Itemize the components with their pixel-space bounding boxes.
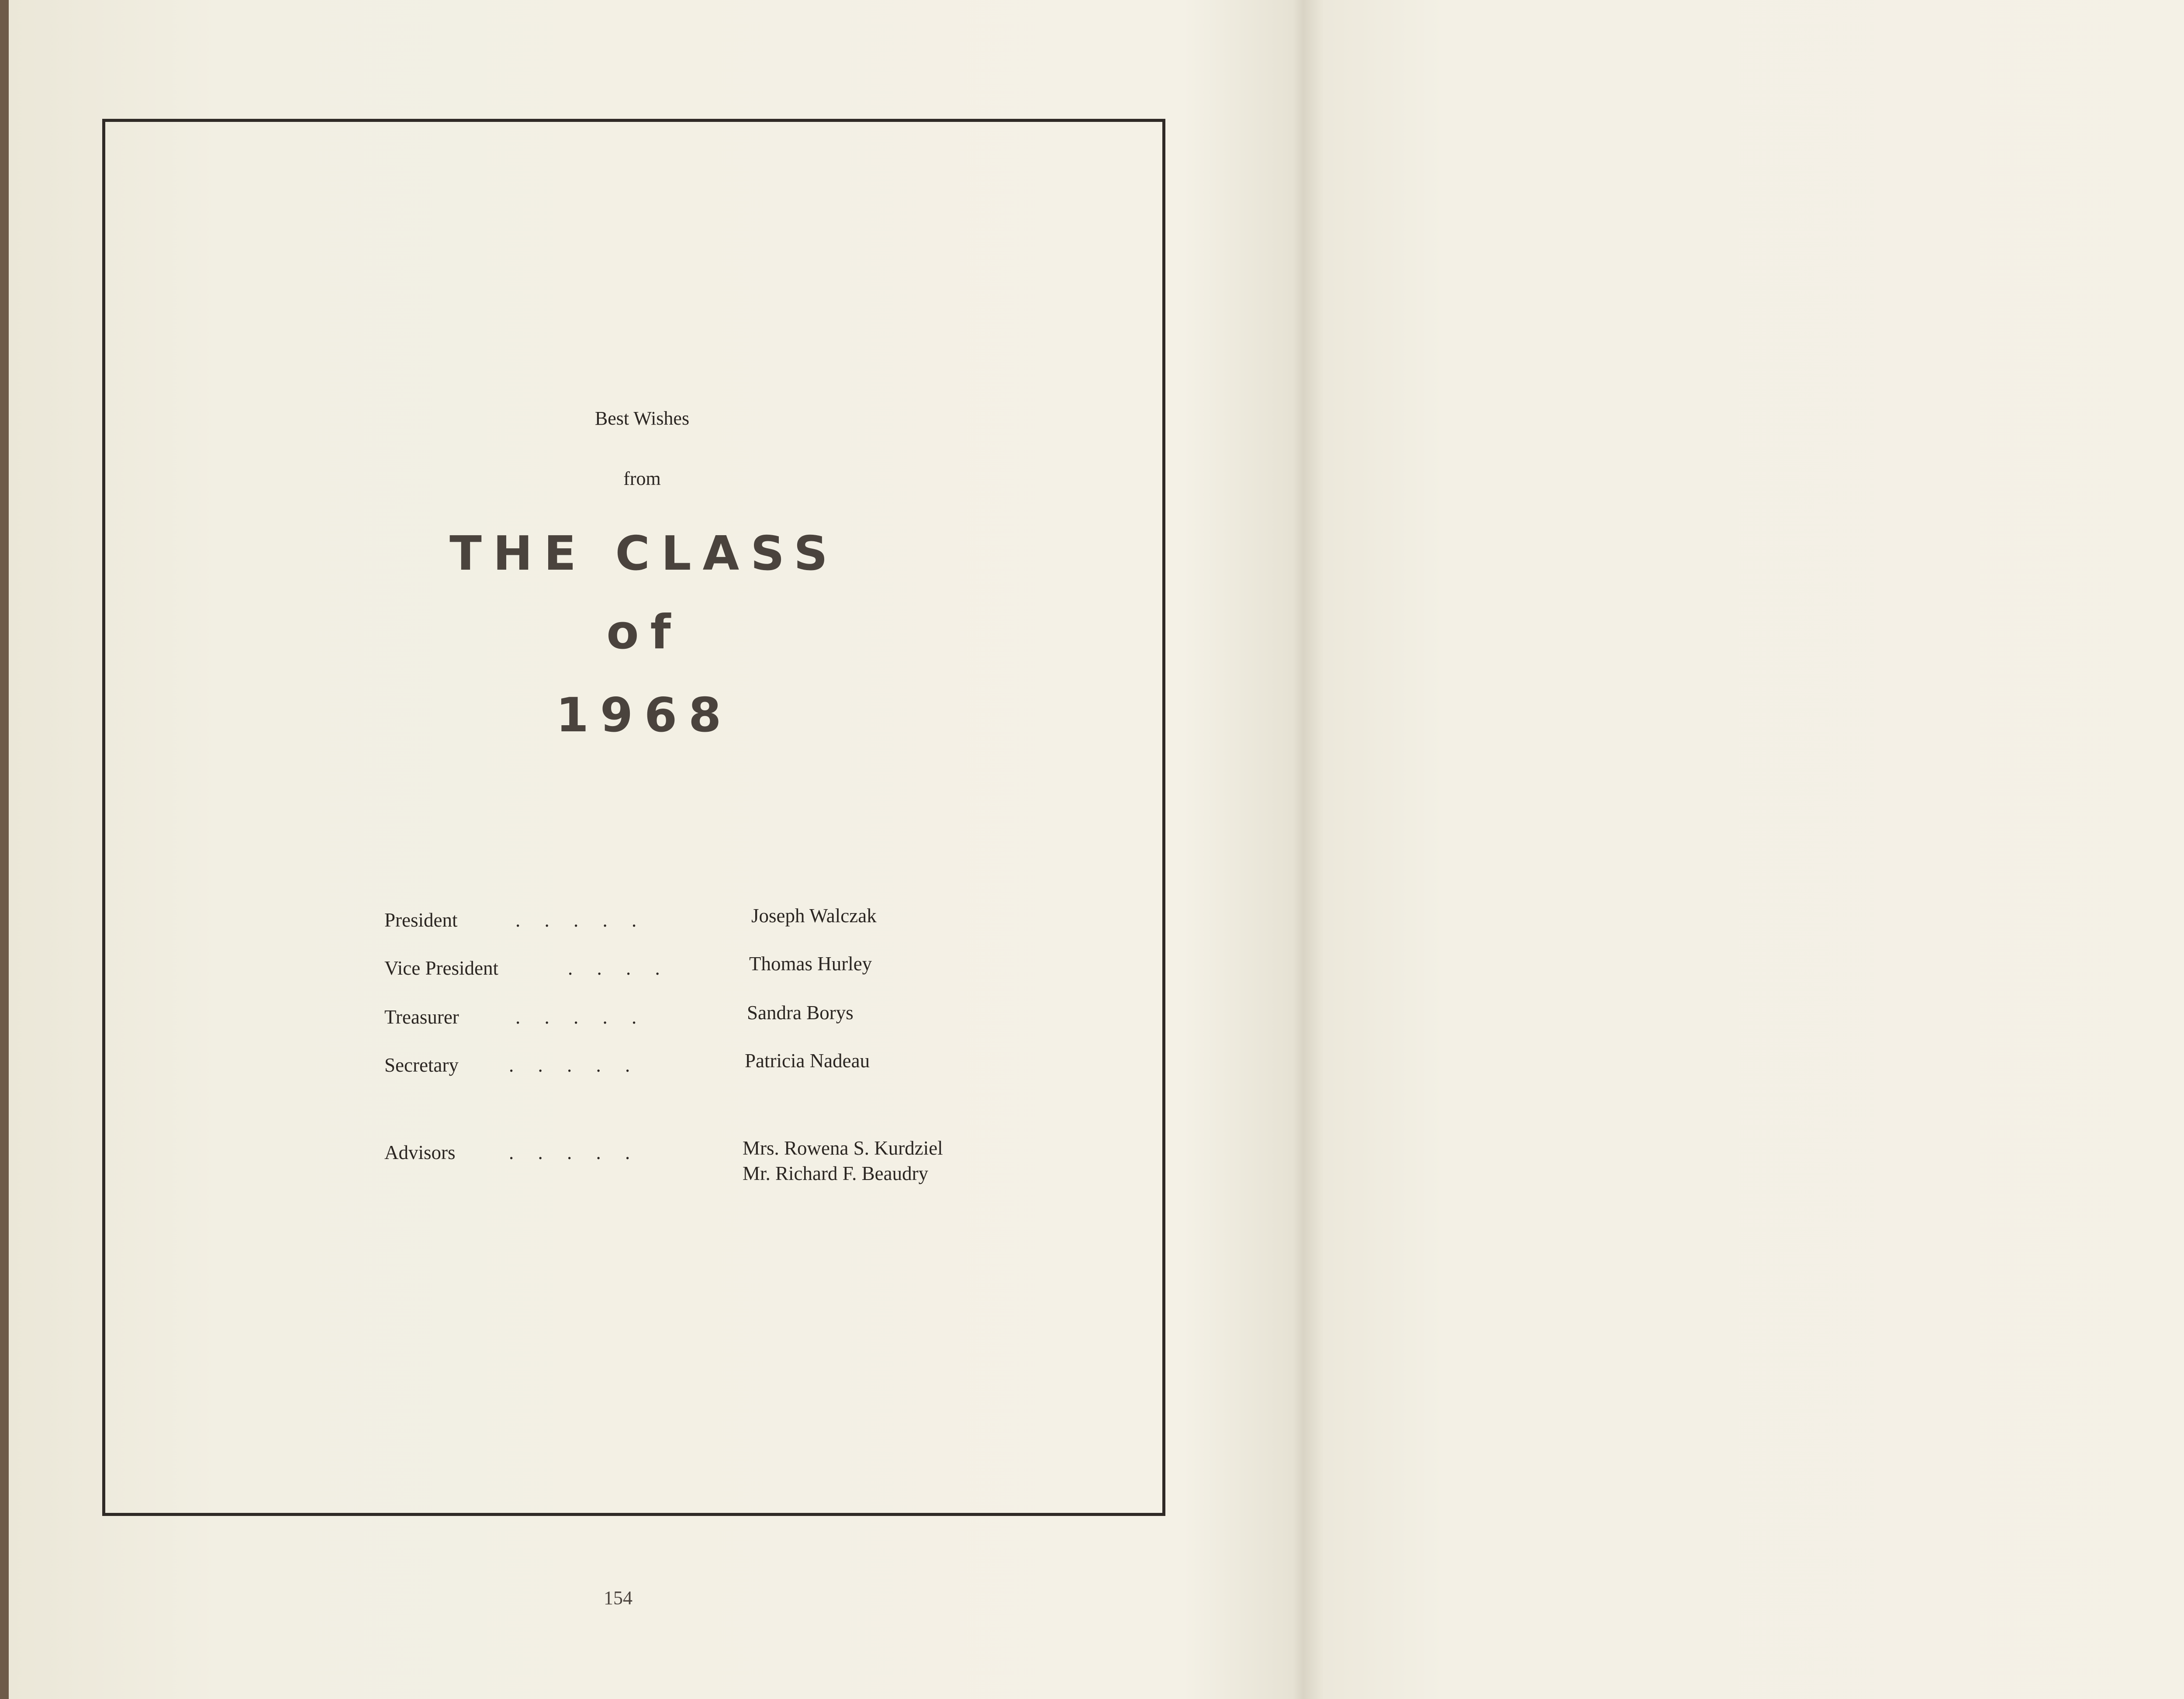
officer-role: Treasurer xyxy=(384,1006,459,1028)
officer-role: President xyxy=(384,909,458,931)
class-title-line2: of xyxy=(606,605,682,660)
left-page-frame xyxy=(102,119,1165,1516)
officer-role: Vice President xyxy=(384,957,498,979)
book-spread xyxy=(9,0,2184,1699)
leader-dots: . . . . . xyxy=(509,1142,640,1163)
officer-role: Secretary xyxy=(384,1054,459,1076)
class-title-line1: THE CLASS xyxy=(449,526,839,581)
from-text: from xyxy=(623,468,661,489)
page-number: 154 xyxy=(604,1587,632,1609)
best-wishes-text: Best Wishes xyxy=(594,408,690,429)
advisor-name: Mrs. Rowena S. Kurdziel xyxy=(743,1137,943,1159)
advisors-label: Advisors xyxy=(384,1142,456,1163)
class-officer-row xyxy=(384,909,457,931)
officer-name: Patricia Nadeau xyxy=(745,1050,870,1072)
advisor-name: Mr. Richard F. Beaudry xyxy=(743,1163,929,1184)
officer-name: Sandra Borys xyxy=(747,1002,854,1024)
left-page xyxy=(9,0,1297,1699)
officer-name: Joseph Walczak xyxy=(751,905,877,927)
class-title-line3: 1968 xyxy=(556,688,733,743)
leader-dots: . . . . . xyxy=(515,909,646,931)
right-page xyxy=(1297,0,2184,1699)
leader-dots: . . . . . xyxy=(509,1054,640,1076)
officer-name: Thomas Hurley xyxy=(749,953,872,975)
leader-dots: . . . . . xyxy=(515,1006,646,1028)
leader-dots: . . . . xyxy=(568,957,670,979)
